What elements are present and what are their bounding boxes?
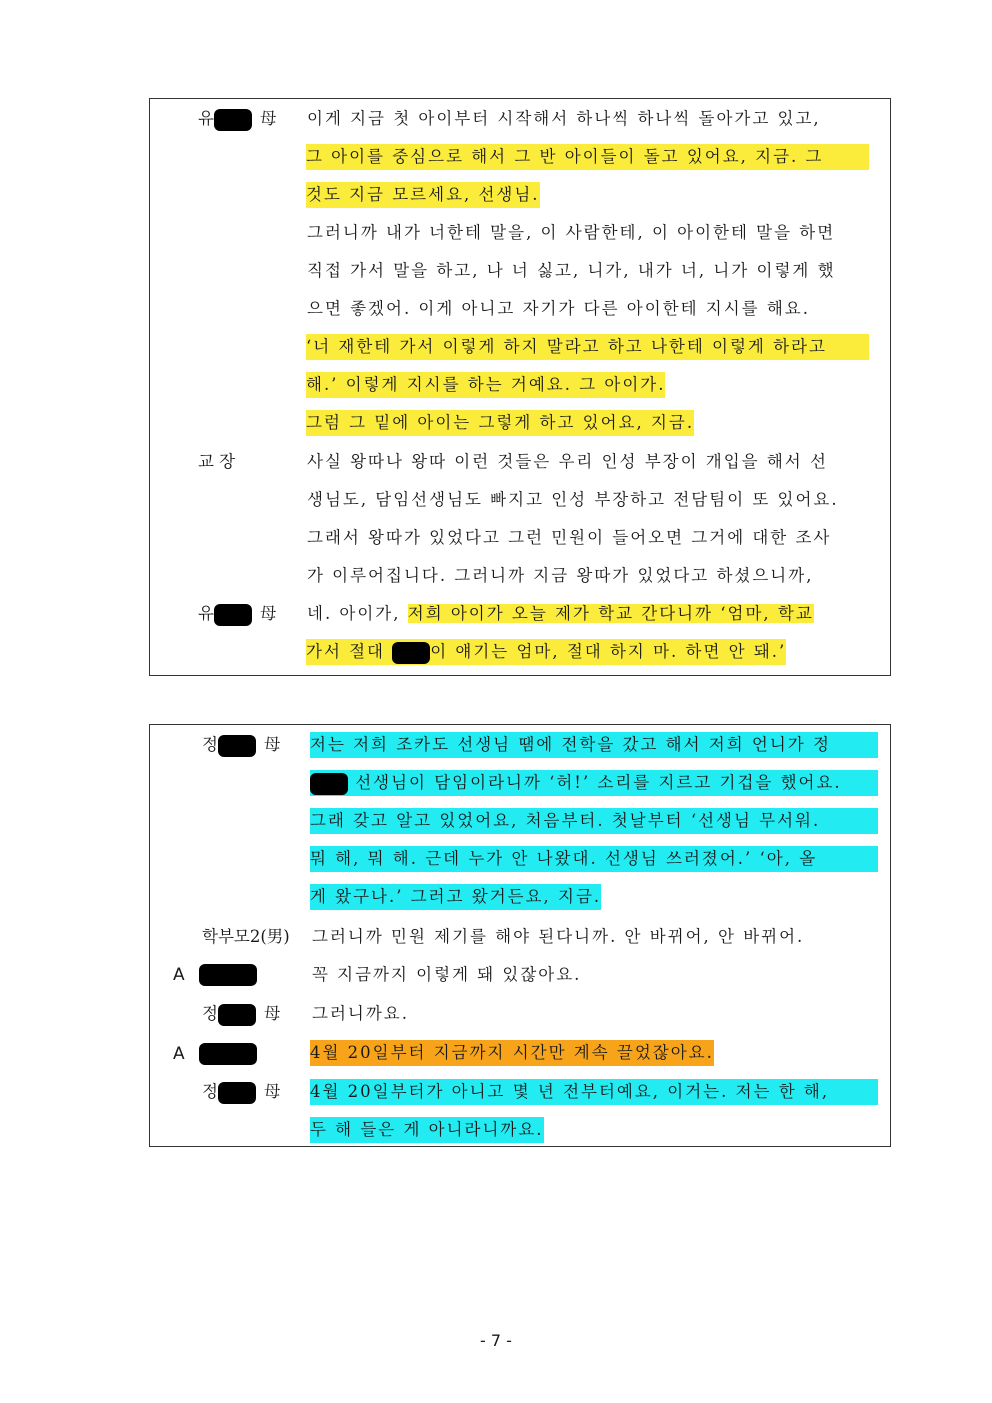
- speaker-suffix: 母: [259, 604, 277, 623]
- transcript-line: 그래서 왕따가 있었다고 그런 민원이 들어오면 그거에 대한 조사: [307, 528, 832, 547]
- redaction-block: [214, 604, 252, 626]
- transcript-text-highlighted: 저희 아이가 오늘 제가 학교 간다니까 ‘엄마, 학교: [407, 604, 814, 623]
- transcript-line-highlighted: 그 아이를 중심으로 해서 그 반 아이들이 돌고 있어요, 지금. 그: [306, 144, 869, 170]
- transcript-line-highlighted: 4월 20일부터 지금까지 시간만 계속 끌었잖아요.: [310, 1040, 714, 1066]
- transcript-line-highlighted: [310, 770, 878, 796]
- speaker-label-jeong-mother: [202, 1079, 280, 1105]
- speaker-label-jeong-mother: [202, 1001, 280, 1027]
- transcript-line-highlighted: [306, 639, 786, 665]
- transcript-line: 그러니까요.: [312, 1004, 409, 1023]
- transcript-line-highlighted: 두 해 들은 게 아니라니까요.: [310, 1117, 544, 1143]
- speaker-suffix: 母: [263, 1082, 281, 1101]
- transcript-line-highlighted: 그럼 그 밑에 아이는 그렇게 하고 있어요, 지금.: [306, 410, 694, 436]
- speaker-prefix: 정: [202, 1082, 218, 1101]
- transcript-text: 네. 아이가,: [307, 604, 408, 623]
- transcript-line-highlighted: 저는 저희 조카도 선생님 땜에 전학을 갔고 해서 저희 언니가 정: [310, 732, 878, 758]
- transcript-text: 이 얘기는 엄마, 절대 하지 마. 하면 안 돼.’: [430, 642, 787, 661]
- transcript-line: 꼭 지금까지 이렇게 돼 있잖아요.: [312, 965, 582, 984]
- transcript-line: 사실 왕따나 왕따 이런 것들은 우리 인성 부장이 개입을 해서 선: [307, 452, 828, 471]
- transcript-line: 생님도, 담임선생님도 빠지고 인성 부장하고 전담팀이 또 있어요.: [307, 490, 839, 509]
- transcript-line-highlighted: 해.’ 이렇게 지시를 하는 거예요. 그 아이가.: [306, 372, 665, 398]
- speaker-suffix: 母: [263, 735, 281, 754]
- speaker-letter: A: [173, 1044, 185, 1064]
- transcript-text: 가서 절대: [306, 642, 393, 661]
- redaction-block: [218, 735, 256, 757]
- redaction-block: [392, 642, 430, 664]
- transcript-line: 직접 가서 말을 하고, 나 너 싫고, 니가, 내가 너, 니가 이렇게 했: [307, 261, 836, 280]
- page-number: - 7 -: [480, 1331, 512, 1350]
- redaction-block: [214, 109, 252, 131]
- speaker-label-yu-mother: [198, 106, 276, 132]
- transcript-line-highlighted: 4월 20일부터가 아니고 몇 년 전부터예요, 이거는. 저는 한 해,: [310, 1079, 878, 1105]
- speaker-letter: A: [173, 965, 185, 985]
- redaction-block: [218, 1004, 256, 1026]
- transcript-line: 가 이루어집니다. 그러니까 지금 왕따가 있었다고 하셨으니까,: [307, 566, 814, 585]
- redaction-block: [199, 1043, 257, 1065]
- speaker-label-parent2: 학부모2(男): [202, 927, 290, 946]
- speaker-label-a: [173, 1041, 257, 1067]
- speaker-label-a: [173, 962, 257, 988]
- speaker-label-yu-mother: [198, 601, 276, 627]
- redaction-block: [218, 1082, 256, 1104]
- transcript-line-highlighted: 뭐 해, 뭐 해. 근데 누가 안 나왔대. 선생님 쓰러졌어.’ ‘아, 올: [310, 846, 878, 872]
- transcript-line: [307, 601, 814, 627]
- speaker-prefix: 정: [202, 1004, 218, 1023]
- speaker-prefix: 유: [198, 109, 214, 128]
- speaker-suffix: 母: [263, 1004, 281, 1023]
- speaker-prefix: 정: [202, 735, 218, 754]
- transcript-line: 이게 지금 첫 아이부터 시작해서 하나씩 하나씩 돌아가고 있고,: [307, 109, 821, 128]
- transcript-line-highlighted: ‘너 재한테 가서 이렇게 하지 말라고 하고 나한테 이렇게 하라고: [306, 334, 869, 360]
- speaker-suffix: 母: [259, 109, 277, 128]
- transcript-line-highlighted: 것도 지금 모르세요, 선생님.: [306, 182, 540, 208]
- speaker-prefix: 유: [198, 604, 214, 623]
- transcript-text: 선생님이 담임이라니까 ‘허!’ 소리를 지르고 기겁을 했어요.: [348, 773, 842, 792]
- transcript-line: 그러니까 민원 제기를 해야 된다니까. 안 바뀌어, 안 바뀌어.: [312, 927, 805, 946]
- redaction-block: [199, 964, 257, 986]
- redaction-block: [310, 773, 348, 795]
- transcript-line-highlighted: 게 왔구나.’ 그러고 왔거든요, 지금.: [310, 884, 601, 910]
- transcript-line: 으면 좋겠어. 이게 아니고 자기가 다른 아이한테 지시를 해요.: [307, 299, 810, 318]
- transcript-line-highlighted: 그래 갖고 알고 있었어요, 처음부터. 첫날부터 ‘선생님 무서워.: [310, 808, 878, 834]
- transcript-line: 그러니까 내가 너한테 말을, 이 사람한테, 이 아이한테 말을 하면: [307, 223, 836, 242]
- speaker-label-jeong-mother: [202, 732, 280, 758]
- speaker-label-principal: 교 장: [198, 452, 236, 471]
